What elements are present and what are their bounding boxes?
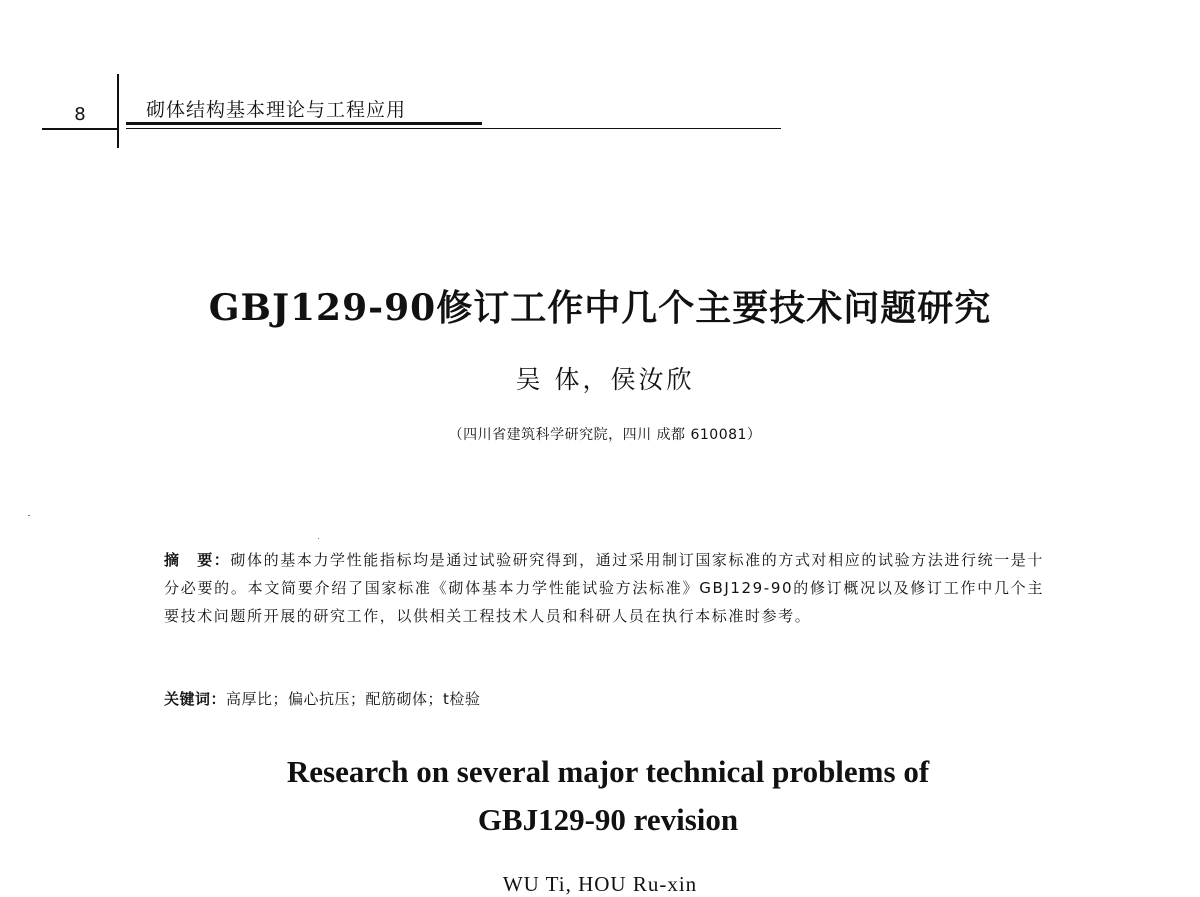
keywords bbox=[164, 688, 480, 709]
paper-title-cn: GBJ129-90修订工作中几个主要技术问题研究 bbox=[208, 287, 992, 329]
authors-cn: 吴 体，侯汝欣 bbox=[515, 365, 695, 394]
page-number: 8 bbox=[74, 104, 86, 125]
abstract-text: 砌体的基本力学性能指标均是通过试验研究得到，通过采用制订国家标准的方式对相应的试验方法进行统一是十分必要的。本文简要介绍了国家标准《砌体基本力学性能试验方法标准》GBJ129-90的修订概况以及修订工作中几个主要技术问题所开展的研究工作，以供相关工程技术人员和科研人员在执行本标准时参考。 bbox=[164, 551, 1044, 625]
abstract-label: 摘 要： bbox=[164, 551, 231, 569]
running-title-underline bbox=[126, 122, 482, 125]
authors-en: WU Ti, HOU Ru-xin bbox=[502, 872, 698, 896]
scan-speck bbox=[318, 538, 319, 539]
running-title: 砌体结构基本理论与工程应用 bbox=[146, 99, 407, 121]
paper-title-en-line2: GBJ129-90 revision bbox=[477, 802, 739, 837]
paper-title-en bbox=[0, 748, 1200, 844]
keywords-label: 关键词： bbox=[164, 690, 227, 708]
header-vertical-rule bbox=[117, 74, 119, 148]
affiliation-cn: （四川省建筑科学研究院，四川 成都 610081） bbox=[448, 427, 762, 443]
paper-title-en-line1: Research on several major technical problems of bbox=[286, 754, 930, 789]
abstract bbox=[164, 546, 1044, 630]
page-number-rule bbox=[42, 128, 118, 130]
header-rule bbox=[126, 128, 781, 129]
scan-speck bbox=[28, 515, 30, 516]
keywords-text: 高厚比；偏心抗压；配筋砌体；t检验 bbox=[226, 690, 481, 708]
